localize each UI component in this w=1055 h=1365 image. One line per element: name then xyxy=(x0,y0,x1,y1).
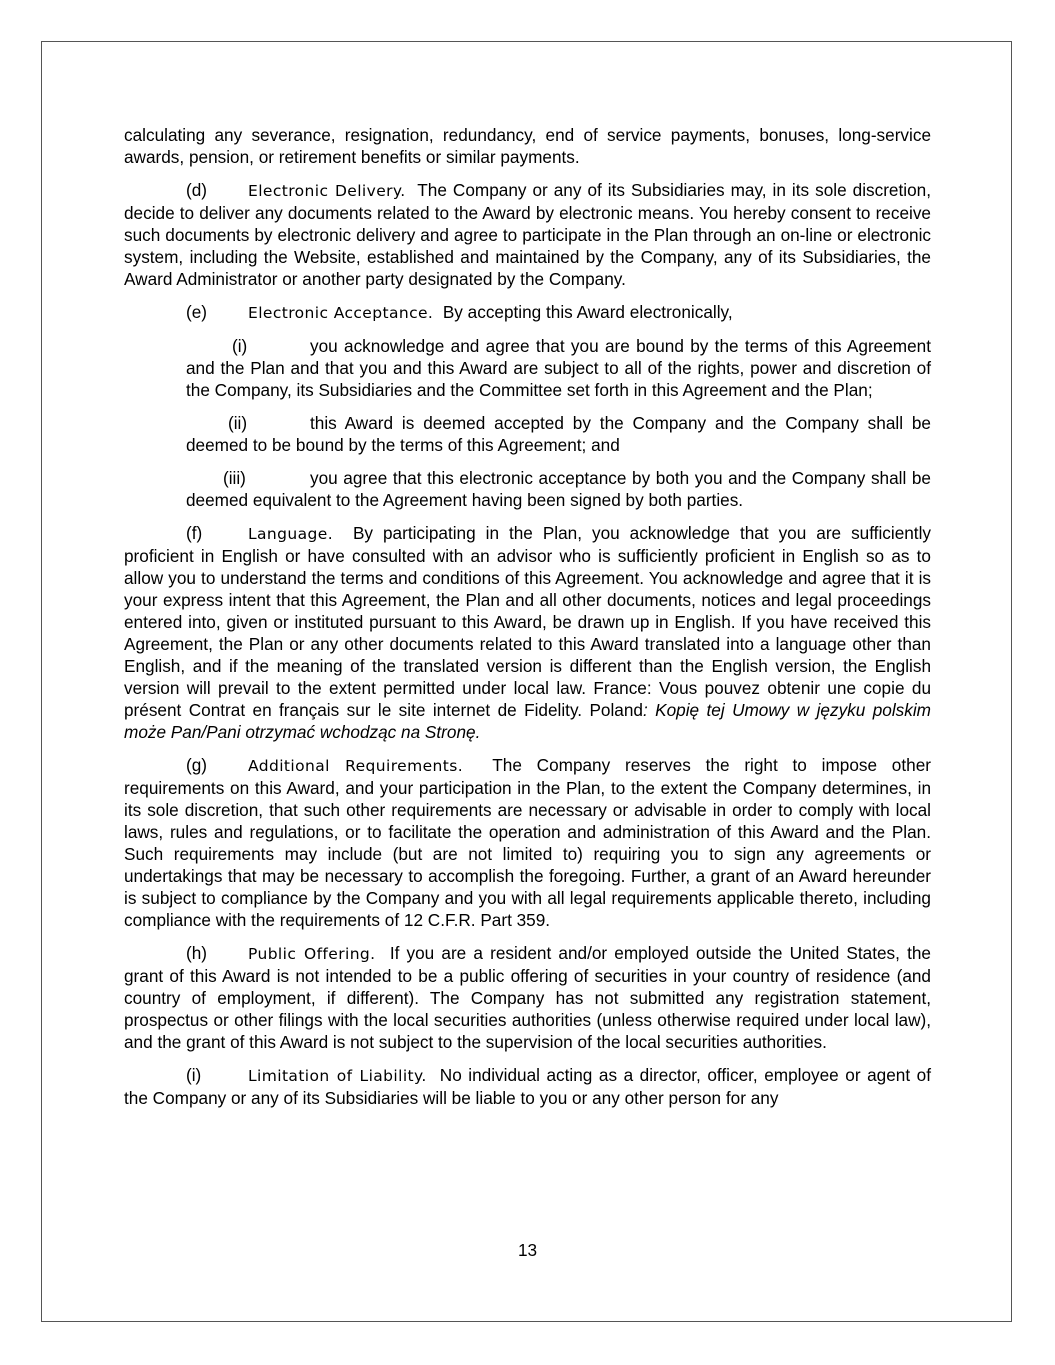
section-f xyxy=(124,522,931,743)
section-e-item-iii xyxy=(186,467,931,511)
section-e-body: By accepting this Award electronically, xyxy=(442,302,733,322)
item-i-text: you acknowledge and agree that you are bound by the terms of this Agreement and the Plan and that you and this Award are subject to all of the rights, power and discretion of the Company, its Subsidiaries and the Committee set forth in this Agreement and the Plan; xyxy=(186,336,931,400)
section-f-polish-text: : Kopię tej Umowy w języku polskim może Pan/Pani otrzymać wchodząc na Stronę. xyxy=(124,700,931,742)
item-ii-number: (ii) xyxy=(228,413,248,433)
section-g-letter: (g) xyxy=(186,755,208,775)
section-g xyxy=(124,754,931,931)
continuation-paragraph: calculating any severance, resignation, redundancy, end of service payments, bonuses, long-service awards, pension, or retirement benefits or similar payments. xyxy=(124,125,931,167)
section-f-letter: (f) xyxy=(186,523,203,543)
item-iii-number: (iii) xyxy=(223,468,246,488)
section-e xyxy=(124,301,931,324)
section-f-body: By participating in the Plan, you acknowledge that you are sufficiently proficient in English or have consulted with an advisor who is sufficiently proficient in English so as to allow you to understand the terms and conditions of this Agreement. You acknowledge and agree that it is your express intent that this Agreement, the Plan and all other documents, notices and legal proceedings entered into, given or instituted pursuant to this Award, be drawn up in English. If you have received this Agreement, the Plan or any other documents related to this Award translated into a language other than English, and if the meaning of the translated version is different than the English version, the English version will prevail to the extent permitted under local law. France: Vous pouvez obtenir une copie du présent Contrat en français sur le site internet de Fidelity. Poland xyxy=(124,523,931,720)
section-g-body: The Company reserves the right to impose other requirements on this Award, and your participation in the Plan, to the extent the Company determines, in its sole discretion, that such other requirements are necessary or advisable in order to comply with local laws, rules and regulations, or to facilitate the operation and administration of this Award and the Plan. Such requirements may include (but are not limited to) requiring you to sign any agreements or undertakings that may be necessary to accomplish the foregoing. Further, a grant of an Award hereunder is subject to compliance by the Company and you with all legal requirements applicable thereto, including compliance with the requirements of 12 C.F.R. Part 359. xyxy=(124,755,931,930)
section-h xyxy=(124,942,931,1053)
section-d-body: The Company or any of its Subsidiaries may, in its sole discretion, decide to deliver any documents related to the Award by electronic means. You hereby consent to receive such documents by electronic delivery and agree to participate in the Plan through an on-line or electronic system, including the Website, established and maintained by the Company, any of its Subsidiaries, the Award Administrator or another party designated by the Company. xyxy=(124,180,931,289)
section-d xyxy=(124,179,931,290)
section-g-heading: Additional Requirements. xyxy=(248,757,464,775)
section-h-heading: Public Offering. xyxy=(248,945,376,963)
section-h-letter: (h) xyxy=(186,943,208,963)
item-ii-text: this Award is deemed accepted by the Company and the Company shall be deemed to be bound by the terms of this Agreement; and xyxy=(186,413,931,455)
page-number: 13 xyxy=(517,1240,538,1260)
section-i-heading: Limitation of Liability. xyxy=(248,1067,427,1085)
document-body xyxy=(124,124,931,1120)
section-e-heading: Electronic Acceptance. xyxy=(248,304,434,322)
section-i xyxy=(124,1064,931,1109)
section-h-body: If you are a resident and/or employed outside the United States, the grant of this Award is not intended to be a public offering of securities in your country of residence (and country of employment, if different). The Company has not submitted any registration statement, prospectus or other filings with the local securities authorities (unless otherwise required under local law), and the grant of this Award is not subject to the supervision of the local securities authorities. xyxy=(124,943,931,1052)
section-d-heading: Electronic Delivery. xyxy=(248,182,406,200)
item-i-number: (i) xyxy=(232,336,248,356)
section-e-item-i xyxy=(186,335,931,401)
section-i-letter: (i) xyxy=(186,1065,202,1085)
section-e-letter: (e) xyxy=(186,302,208,322)
section-f-heading: Language. xyxy=(248,525,334,543)
section-d-letter: (d) xyxy=(186,180,208,200)
item-iii-text: you agree that this electronic acceptance by both you and the Company shall be deemed equivalent to the Agreement having been signed by both parties. xyxy=(186,468,931,510)
section-e-item-ii xyxy=(186,412,931,456)
section-i-body: No individual acting as a director, officer, employee or agent of the Company or any of its Subsidiaries will be liable to you or any other person for any xyxy=(124,1065,931,1108)
